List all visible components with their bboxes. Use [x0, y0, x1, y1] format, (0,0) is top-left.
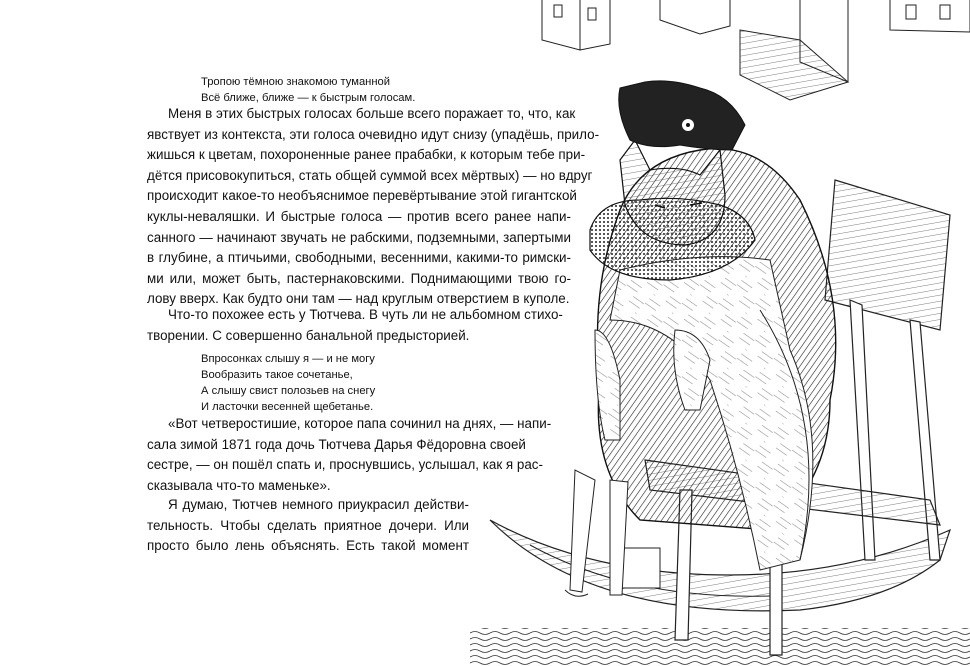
- paragraph-2: [147, 305, 563, 346]
- paragraph-3: [147, 414, 552, 496]
- text-line: Меня в этих быстрых голосах больше всего поражает то, что, как: [168, 106, 576, 121]
- epigraph: [201, 74, 415, 106]
- text-line: в глубине, а птичьими, свободными, весенними, какими-то римски-: [147, 250, 571, 266]
- epigraph-line: Всё ближе, ближе — к быстрым голосам.: [201, 92, 416, 104]
- paragraph-4: [147, 495, 469, 557]
- text-line: куклы-неваляшки. И быстрые голоса — против всего ранее напи-: [147, 208, 571, 224]
- text-line: сестре, — он пошёл спать и, проснувшись, услышал, как я рас-: [147, 457, 543, 473]
- text-line: сказывала что-то маменьке».: [147, 477, 331, 493]
- poem-line: Вообразить такое сочетанье,: [201, 369, 353, 381]
- text-line: сала зимой 1871 года дочь Тютчева Дарья Фёдоровна своей: [147, 436, 526, 452]
- text-line: санного — начинают звучать не рабскими, подземными, запертыми: [147, 229, 571, 245]
- text-line: Я думаю, Тютчев немного приукрасил действи-: [168, 497, 469, 512]
- epigraph-line: Тропою тёмною знакомою туманной: [201, 76, 391, 88]
- text-line: ми или, может быть, пастернаковскими. Поднимающими твою го-: [147, 270, 571, 286]
- text-line: Что-то похожее есть у Тютчева. В чуть ли не альбомном стихо-: [168, 307, 563, 322]
- text-line: жишься к цветам, похороненные ранее прабабки, к которым тебе при-: [147, 147, 586, 163]
- text-line: тельность. Чтобы сделать приятное дочери. Или: [147, 517, 469, 533]
- poem-line: И ласточки весенней щебетанье.: [201, 401, 374, 413]
- text-line: дётся присовокупиться, стать общей суммой всех мёртвых) — но вдруг: [147, 167, 593, 183]
- paragraph-1: [147, 104, 600, 310]
- poem-quatrain: [201, 351, 375, 415]
- text-line: «Вот четверостишие, которое папа сочинил на днях, — напи-: [168, 416, 552, 431]
- poem-line: А слышу свист полозьев на снегу: [201, 385, 376, 397]
- text-line: явствует из контекста, эти голоса очевидно идут снизу (упадёшь, прило-: [147, 126, 600, 142]
- text-line: творении. С совершенно банальной предысторией.: [147, 327, 470, 343]
- text-line: просто было лень объяснять. Есть такой момент: [147, 538, 469, 554]
- poem-line: Впросонках слышу я — и не могу: [201, 353, 375, 365]
- cat-on-chair-illustration-icon: [470, 0, 970, 666]
- text-line: происходит какое-то необъяснимое перевёртывание этой гигантской: [147, 188, 577, 204]
- text-line: лову вверх. Как будто они там — над круглым отверстием в куполе.: [147, 291, 570, 307]
